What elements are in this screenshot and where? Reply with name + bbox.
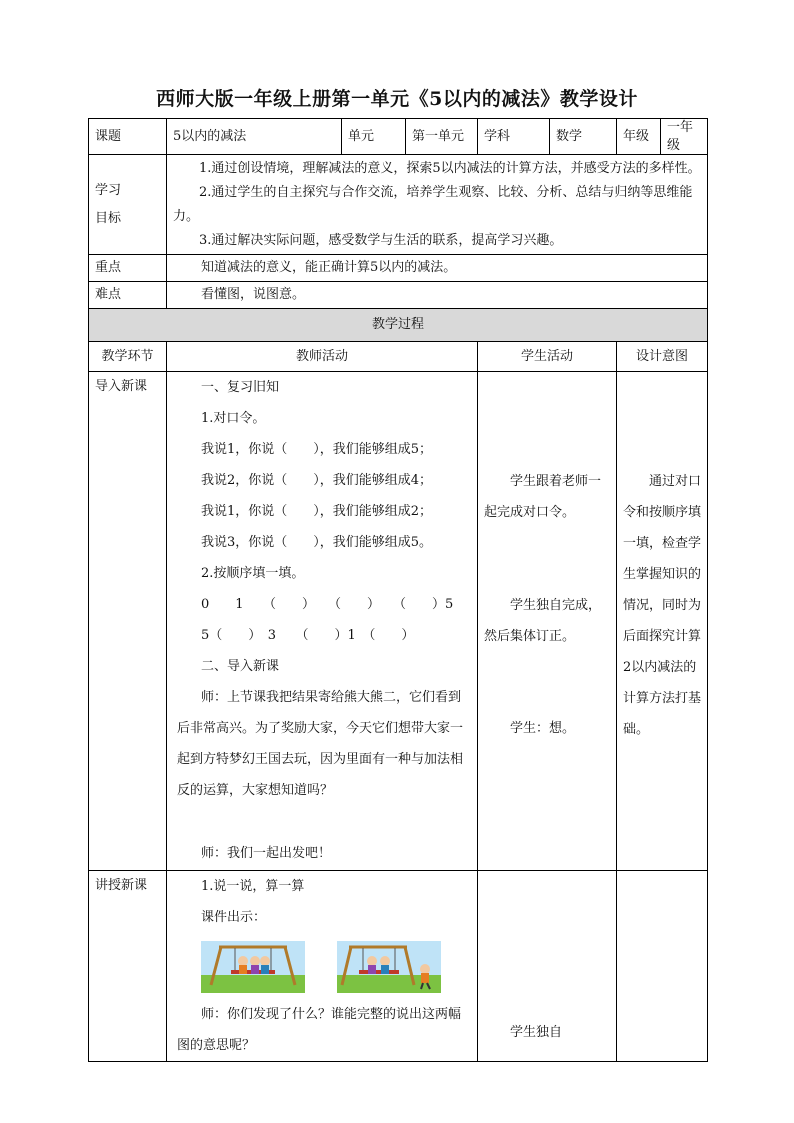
objectives-label: 学习 目标 bbox=[89, 155, 167, 255]
lesson-plan-table bbox=[88, 118, 708, 1062]
topic-label: 课题 bbox=[89, 119, 167, 155]
student-note: 学生跟着老师一起完成对口令。 bbox=[484, 474, 602, 521]
objectives-row bbox=[89, 155, 708, 255]
teacher-paragraph: 师：你们发现了什么？谁能完整的说出这两幅图的意思呢？ bbox=[177, 1007, 462, 1054]
student-note: 学生：想。 bbox=[510, 721, 576, 737]
teacher-activity-teach bbox=[167, 871, 478, 1062]
section-intro-row bbox=[89, 372, 708, 871]
process-title: 教学过程 bbox=[89, 309, 708, 342]
header-stage: 教学环节 bbox=[89, 342, 167, 372]
design-note: 通过对口令和按顺序填一填，检查学生掌握知识的情况，同时为后面探究计算2以内减法的计算方法打基础。 bbox=[623, 474, 702, 738]
stage-teach: 讲授新课 bbox=[89, 871, 167, 1062]
design-intent-teach bbox=[617, 871, 708, 1062]
teacher-line: 我说1，你说（ ），我们能够组成2； bbox=[201, 504, 433, 520]
unit-value: 第一单元 bbox=[406, 119, 478, 155]
teacher-line: 师：我们一起出发吧！ bbox=[201, 846, 332, 862]
teacher-line: 二、导入新课 bbox=[201, 659, 280, 675]
student-activity-intro bbox=[478, 372, 617, 871]
info-row bbox=[89, 119, 708, 155]
key-point-row bbox=[89, 255, 708, 282]
subject-value: 数学 bbox=[550, 119, 617, 155]
process-title-row bbox=[89, 309, 708, 342]
swing-picture-2 bbox=[337, 941, 441, 993]
student-note: 学生独自完成，然后集体订正。 bbox=[484, 598, 602, 645]
teacher-line: 我说2，你说（ ），我们能够组成4； bbox=[201, 473, 433, 489]
key-point-label: 重点 bbox=[89, 255, 167, 282]
courseware-pictures bbox=[177, 933, 469, 999]
teacher-line: 1.说一说，算一算 bbox=[201, 879, 305, 895]
header-student: 学生活动 bbox=[478, 342, 617, 372]
objective-item: 1.通过创设情境，理解减法的意义，探索5以内减法的计算方法，并感受方法的多样性。 bbox=[199, 160, 701, 176]
objective-item: 2.通过学生的自主探究与合作交流，培养学生观察、比较、分析、总结与归纳等思维能力。 bbox=[173, 184, 693, 224]
teacher-line: 1.对口令。 bbox=[201, 411, 266, 427]
difficulty-text: 看懂图，说图意。 bbox=[167, 282, 708, 309]
topic-value: 5以内的减法 bbox=[167, 119, 342, 155]
header-design: 设计意图 bbox=[617, 342, 708, 372]
teacher-activity-intro bbox=[167, 372, 478, 871]
difficulty-row bbox=[89, 282, 708, 309]
grade-value: 一年级 bbox=[661, 119, 708, 155]
swing-picture-1 bbox=[201, 941, 305, 993]
objectives-text bbox=[167, 155, 708, 255]
header-teacher: 教师活动 bbox=[167, 342, 478, 372]
teacher-line: 一、复习旧知 bbox=[201, 380, 280, 396]
section-teach-row bbox=[89, 871, 708, 1062]
document-title: 西师大版一年级上册第一单元《5以内的减法》教学设计 bbox=[156, 88, 638, 110]
teacher-paragraph: 师：上节课我把结果寄给熊大熊二，它们看到后非常高兴。为了奖励大家，今天它们想带大家一起到方特梦幻王国去玩，因为里面有一种与加法相反的运算，大家想知道吗？ bbox=[177, 690, 464, 799]
teacher-line: 2.按顺序填一填。 bbox=[201, 566, 305, 582]
stage-intro: 导入新课 bbox=[89, 372, 167, 871]
teacher-line: 课件出示： bbox=[201, 910, 267, 926]
subject-label: 学科 bbox=[478, 119, 550, 155]
teacher-line: 我说3，你说（ ），我们能够组成5。 bbox=[201, 535, 433, 551]
difficulty-label: 难点 bbox=[89, 282, 167, 309]
student-activity-teach bbox=[478, 871, 617, 1062]
grade-label: 年级 bbox=[617, 119, 661, 155]
teacher-line: 0 1 （ ） （ ） （ ）5 bbox=[201, 597, 454, 613]
key-point-text: 知道减法的意义，能正确计算5以内的减法。 bbox=[167, 255, 708, 282]
design-intent-intro bbox=[617, 372, 708, 871]
teacher-line: 我说1，你说（ ），我们能够组成5； bbox=[201, 442, 433, 458]
student-note: 学生独自 bbox=[510, 1025, 563, 1041]
process-header-row bbox=[89, 342, 708, 372]
teacher-line: 5（ ） 3 （ ）1 （ ） bbox=[201, 628, 415, 644]
objective-item: 3.通过解决实际问题，感受数学与生活的联系，提高学习兴趣。 bbox=[199, 232, 563, 248]
unit-label: 单元 bbox=[342, 119, 406, 155]
